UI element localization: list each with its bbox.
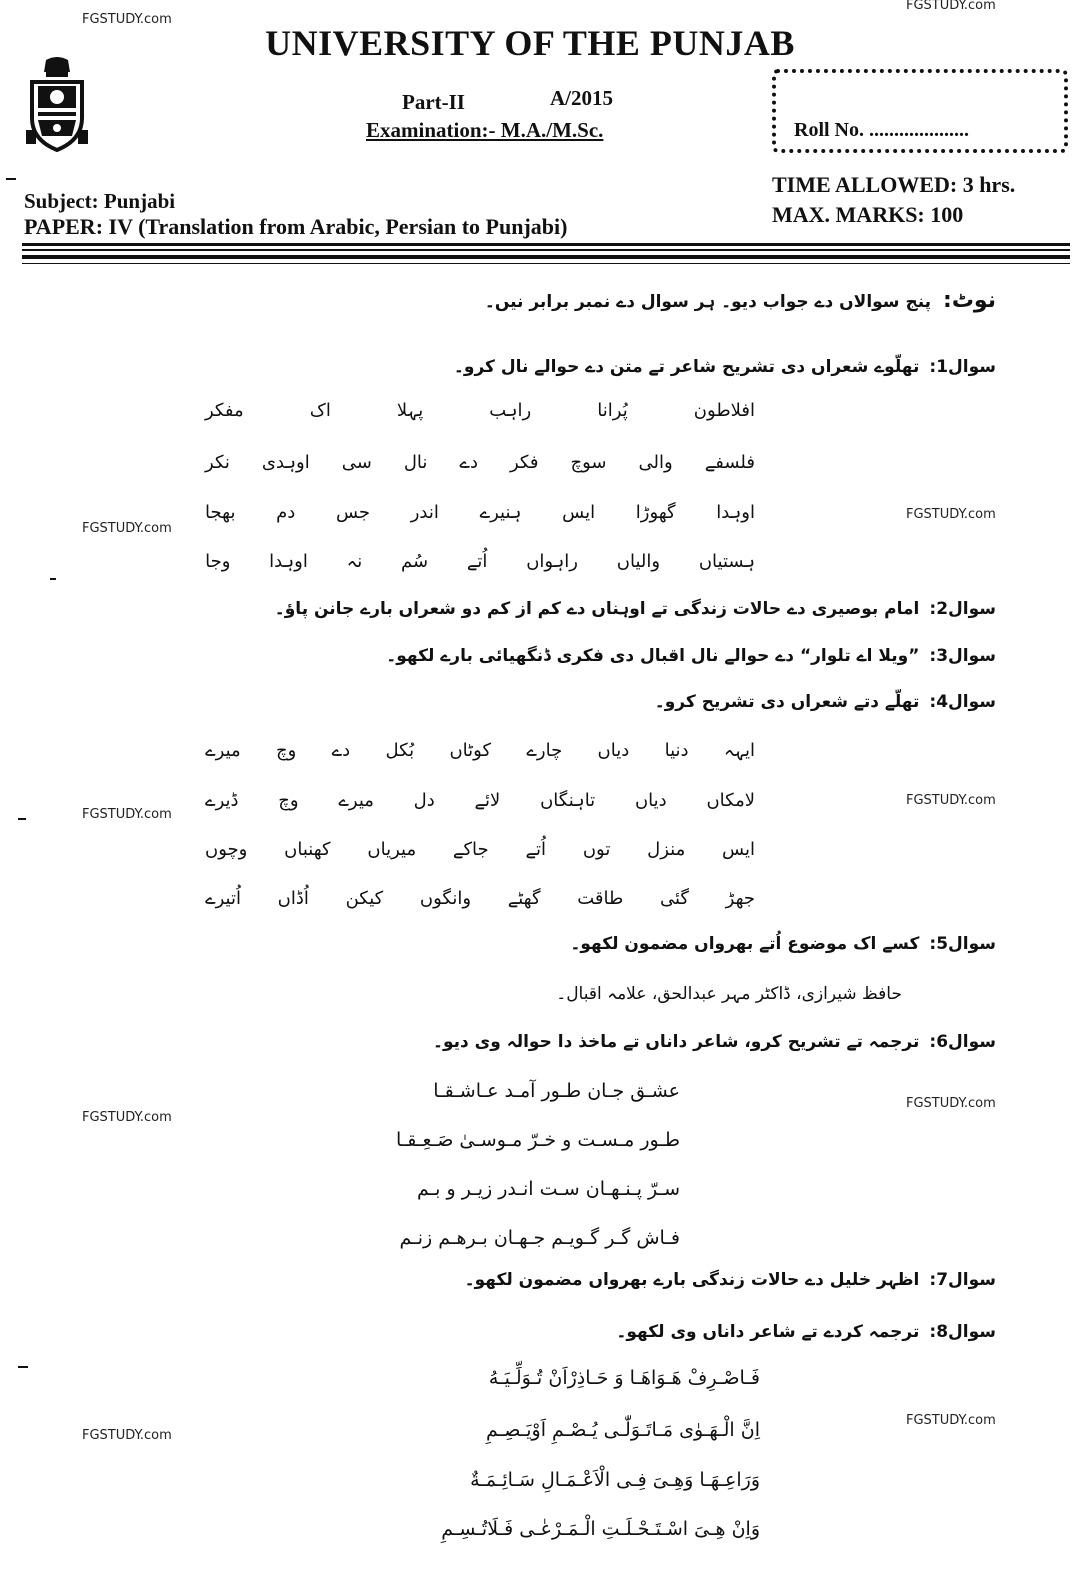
verse-word: طاقت [577,888,624,909]
exam-session: A/2015 [550,86,613,110]
verse-word: وجا [205,551,231,572]
note-text: پنج سوالاں دے جواب دیو۔ ہر سوال دے نمبر برابر نیں۔ [484,292,932,312]
verse-word: دم [276,502,296,523]
question-text: تھلّے دتے شعراں دی تشریح کرو۔ [654,692,920,712]
verse-line [205,551,755,572]
watermark: FGSTUDY.com [906,0,996,13]
verse-word: اُتیرے [205,888,241,909]
verse-line [205,790,755,811]
verse-word: گھٹے [507,888,541,909]
verse-word: دنیا [664,740,689,761]
verse-line: وَرَاعِـهَـا وَهِـىَ فِـى الْاَعْـمَـالِ سَـائِـمَـةٌ [470,1469,760,1491]
verse-word: سوچ [570,452,607,473]
question-text: تھلّوے شعراں دی تشریح شاعر تے متن دے حوالے نال کرو۔ [453,357,920,377]
verse-word: لامکاں [706,790,755,811]
verse-word: میرے [205,740,241,761]
verse-line [205,400,755,421]
verse-word: نال [403,452,428,473]
question-label: سوال3: [929,646,996,666]
verse-line: عشـق جـان طـور آمـد عـاشـقـا [433,1080,680,1102]
verse-word: کیکن [345,888,384,909]
examination: Examination:- M.A./M.Sc. [366,118,604,142]
question-7 [465,1269,996,1290]
watermark: FGSTUDY.com [82,521,172,536]
question-text: اظہر خلیل دے حالات زندگی بارے بھرواں مضمون لکھو۔ [464,1270,920,1290]
subject: Subject: Punjabi [24,189,176,213]
verse-word: اوہدا [269,551,308,572]
verse-word: مفکر [205,400,244,421]
verse-word: پُرانا [597,400,628,421]
time-allowed: TIME ALLOWED: 3 hrs. [772,172,1016,197]
verse-word: پہلا [396,400,424,421]
verse-word: دل [413,790,435,811]
question-1 [454,356,996,377]
verse-word: اندر [410,502,439,523]
header-divider [22,255,1070,259]
verse-word: اُتے [466,551,488,572]
question-4 [655,691,996,712]
watermark: FGSTUDY.com [906,507,996,522]
question-label: سوال5: [929,934,996,954]
exam-part: Part-II [402,90,465,114]
watermark: FGSTUDY.com [82,1110,172,1125]
verse-word: دیاں [597,740,630,761]
verse-word: فلسفے [704,452,755,473]
verse-line: سـرّ پـنـهـان سـت انـدر زیـر و بـم [416,1178,680,1200]
verse-word: وچوں [205,839,248,860]
verse-line: وَاِنْ هِـىَ اسْـتَـحْـلَـتِ الْـمَـرْعٰـى فَـلَاتُـسِـمِ [441,1518,760,1540]
verse-line: فَـاصْـرِفْ هَـوَاهَـا وَ حَـاذِرْاَنْ تُـوَلِّـيَـهُ [488,1367,760,1389]
verse-word: اک [309,400,331,421]
note-label: نوٹ: [943,288,996,313]
question-text: ترجمہ کردے تے شاعر داناں وی لکھو۔ [616,1322,920,1342]
verse-word: اُڈاں [277,888,309,909]
verse-word: راہواں [526,551,578,572]
question-label: سوال4: [929,692,996,712]
verse-word: ایہہ [723,740,755,761]
verse-line [205,502,755,523]
watermark: FGSTUDY.com [82,807,172,822]
instructions-note [485,288,996,313]
question-label: سوال2: [929,599,996,619]
verse-word: اوہدا [716,502,755,523]
verse-word: جاکے [452,839,489,860]
watermark: FGSTUDY.com [906,1096,996,1111]
verse-word: منزل [647,839,686,860]
verse-word: فکر [510,452,539,473]
verse-line [205,740,755,761]
verse-word: میریاں [367,839,417,860]
question-label: سوال8: [929,1322,996,1342]
university-crest-logo [24,56,90,152]
question-5 [570,933,996,954]
verse-word: وانگوں [419,888,472,909]
question-8 [616,1321,996,1342]
verse-word: توں [582,839,611,860]
verse-word: لائے [474,790,501,811]
question-label: سوال1: [929,357,996,377]
verse-word: ہستیاں [698,551,755,572]
question-text: ترجمہ تے تشریح کرو، شاعر داناں تے ماخذ دا حوالہ وی دیو۔ [433,1032,920,1052]
verse-word: کوٹاں [449,740,492,761]
verse-word: گھوڑا [635,502,676,523]
verse-word: ڈیرے [205,790,239,811]
verse-word: وچ [275,740,297,761]
verse-word: ایس [562,502,596,523]
question-2 [275,598,996,619]
verse-word: چارے [526,740,563,761]
max-marks: MAX. MARKS: 100 [772,202,964,227]
header-divider [22,243,1070,246]
verse-word: تاہنگاں [540,790,596,811]
verse-word: ایس [722,839,755,860]
verse-word: والیاں [616,551,661,572]
paper-title: PAPER: IV (Translation from Arabic, Persian to Punjabi) [24,214,568,239]
question-6 [433,1031,996,1052]
verse-word: وچ [278,790,299,811]
verse-word: ہنیرے [479,502,522,523]
question-label: سوال7: [929,1270,996,1290]
watermark: FGSTUDY.com [906,793,996,808]
question-5-topics: حافظ شیرازی، ڈاکٹر مہر عبدالحق، علامہ اقبال۔ [556,984,902,1004]
watermark: FGSTUDY.com [906,1413,996,1428]
verse-word: میرے [338,790,374,811]
verse-word: والی [638,452,673,473]
verse-word: افلاطون [693,400,755,421]
scan-mark [50,578,56,580]
scan-mark [18,818,26,820]
verse-word: دیاں [634,790,667,811]
verse-line [205,839,755,860]
verse-word: نکر [205,452,230,473]
verse-line: فـاش گـر گـویـم جـهـان بـرهـم زنـم [399,1227,680,1249]
verse-word: جس [335,502,371,523]
scan-mark [6,178,16,180]
roll-number-label: Roll No. .................... [794,119,969,141]
verse-word: بھجا [205,502,236,523]
question-label: سوال6: [929,1032,996,1052]
scan-mark [18,1366,28,1368]
verse-word: دے [459,452,478,473]
verse-line [205,452,755,473]
question-text: امام بوصیری دے حالات زندگی تے اوہناں دے کم از کم دو شعراں بارے جانن پاؤ۔ [274,599,920,619]
question-3 [386,645,996,666]
watermark: FGSTUDY.com [82,12,172,27]
verse-word: جھڑ [725,888,755,909]
verse-line: اِنَّ الْـهَـوٰى مَـاتَـوَلّٰـى يُـصْـمِ اَوْيَـصِـمِ [486,1419,760,1441]
verse-word: راہب [489,400,532,421]
university-title: UNIVERSITY OF THE PUNJAB [265,23,795,63]
header-divider [22,263,1070,264]
verse-word: سی [341,452,372,473]
watermark: FGSTUDY.com [82,1428,172,1443]
verse-line [205,888,755,909]
verse-word: دے [331,740,351,761]
roll-number-box [772,69,1068,153]
verse-line: طـور مـسـت و خـرّ مـوسـیٰ صَـعِـقـا [395,1129,680,1151]
verse-word: گئی [659,888,689,909]
verse-word: نہ [346,551,363,572]
question-text: کسے اک موضوع اُتے بھرواں مضمون لکھو۔ [570,934,920,954]
verse-word: کھنباں [284,839,331,860]
verse-word: سُم [401,551,429,572]
verse-word: اوہدی [261,452,310,473]
verse-word: بُکل [385,740,415,761]
header-divider [22,249,1070,251]
verse-word: اُتے [525,839,547,860]
question-text: ”ویلا اے تلوار“ دے حوالے نال اقبال دی فکری ڈنگھیائی بارے لکھو۔ [386,646,920,666]
